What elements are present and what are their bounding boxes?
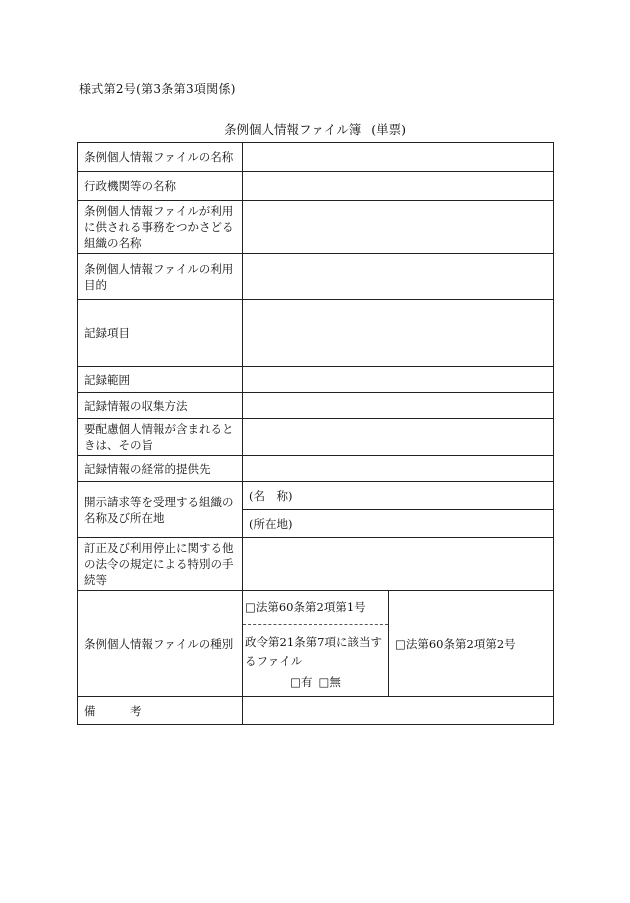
row-label: 条例個人情報ファイルの利用目的 xyxy=(78,254,243,300)
disclosure-label: 開示請求等を受理する組織の名称及び所在地 xyxy=(78,482,243,538)
table-row xyxy=(78,172,554,201)
row-value-agency-name[interactable] xyxy=(243,172,554,201)
table-row xyxy=(78,697,554,725)
file-type-option1-detail xyxy=(243,625,388,696)
row-value-collection-method[interactable] xyxy=(243,393,554,419)
row-label: 記録情報の収集方法 xyxy=(78,393,243,419)
remarks-label: 備 考 xyxy=(78,697,243,725)
table-row xyxy=(78,456,554,482)
cabinet-order-note: 政令第21条第7項に該当するファイル xyxy=(245,635,382,668)
row-label: 行政機関等の名称 xyxy=(78,172,243,201)
yes-no-choice xyxy=(245,673,386,692)
table-row xyxy=(78,482,554,510)
file-type-option1[interactable]: □法第60条第2項第1号 xyxy=(243,591,388,625)
row-label: 記録情報の経常的提供先 xyxy=(78,456,243,482)
table-row xyxy=(78,143,554,172)
special-procedure-label: 訂正及び利用停止に関する他の法令の規定による特別の手続等 xyxy=(78,538,243,591)
file-type-option2[interactable]: □法第60条第2項第2号 xyxy=(389,591,554,697)
file-type-label: 条例個人情報ファイルの種別 xyxy=(78,591,243,697)
table-row xyxy=(78,254,554,300)
row-label: 条例個人情報ファイルが利用に供される事務をつかさどる組織の名称 xyxy=(78,201,243,254)
special-procedure-value[interactable] xyxy=(243,538,554,591)
disclosure-address-field[interactable]: (所在地) xyxy=(243,510,554,538)
row-label: 要配慮個人情報が含まれるときは、その旨 xyxy=(78,419,243,456)
row-value-regular-recipients[interactable] xyxy=(243,456,554,482)
row-value-record-items[interactable] xyxy=(243,300,554,367)
row-value-purpose[interactable] xyxy=(243,254,554,300)
remarks-value[interactable] xyxy=(243,697,554,725)
table-row xyxy=(78,538,554,591)
title-sub: (単票) xyxy=(371,122,407,137)
row-label: 記録範囲 xyxy=(78,367,243,393)
file-type-option1-cell xyxy=(243,591,389,697)
row-value-file-name[interactable] xyxy=(243,143,554,172)
row-value-sensitive-info[interactable] xyxy=(243,419,554,456)
yes-checkbox[interactable]: □有 xyxy=(290,675,313,689)
table-row xyxy=(78,419,554,456)
row-value-organization[interactable] xyxy=(243,201,554,254)
file-register-table xyxy=(77,142,554,725)
row-label: 条例個人情報ファイルの名称 xyxy=(78,143,243,172)
row-label: 記録項目 xyxy=(78,300,243,367)
title-main: 条例個人情報ファイル簿 xyxy=(223,122,362,137)
table-row xyxy=(78,367,554,393)
no-checkbox[interactable]: □無 xyxy=(318,675,341,689)
disclosure-name-field[interactable]: (名 称) xyxy=(243,482,554,510)
table-row xyxy=(78,591,554,697)
row-value-record-scope[interactable] xyxy=(243,367,554,393)
form-number: 様式第2号(第3条第3項関係) xyxy=(79,82,236,96)
table-row xyxy=(78,393,554,419)
table-row xyxy=(78,300,554,367)
table-row xyxy=(78,201,554,254)
document-title xyxy=(0,120,630,138)
